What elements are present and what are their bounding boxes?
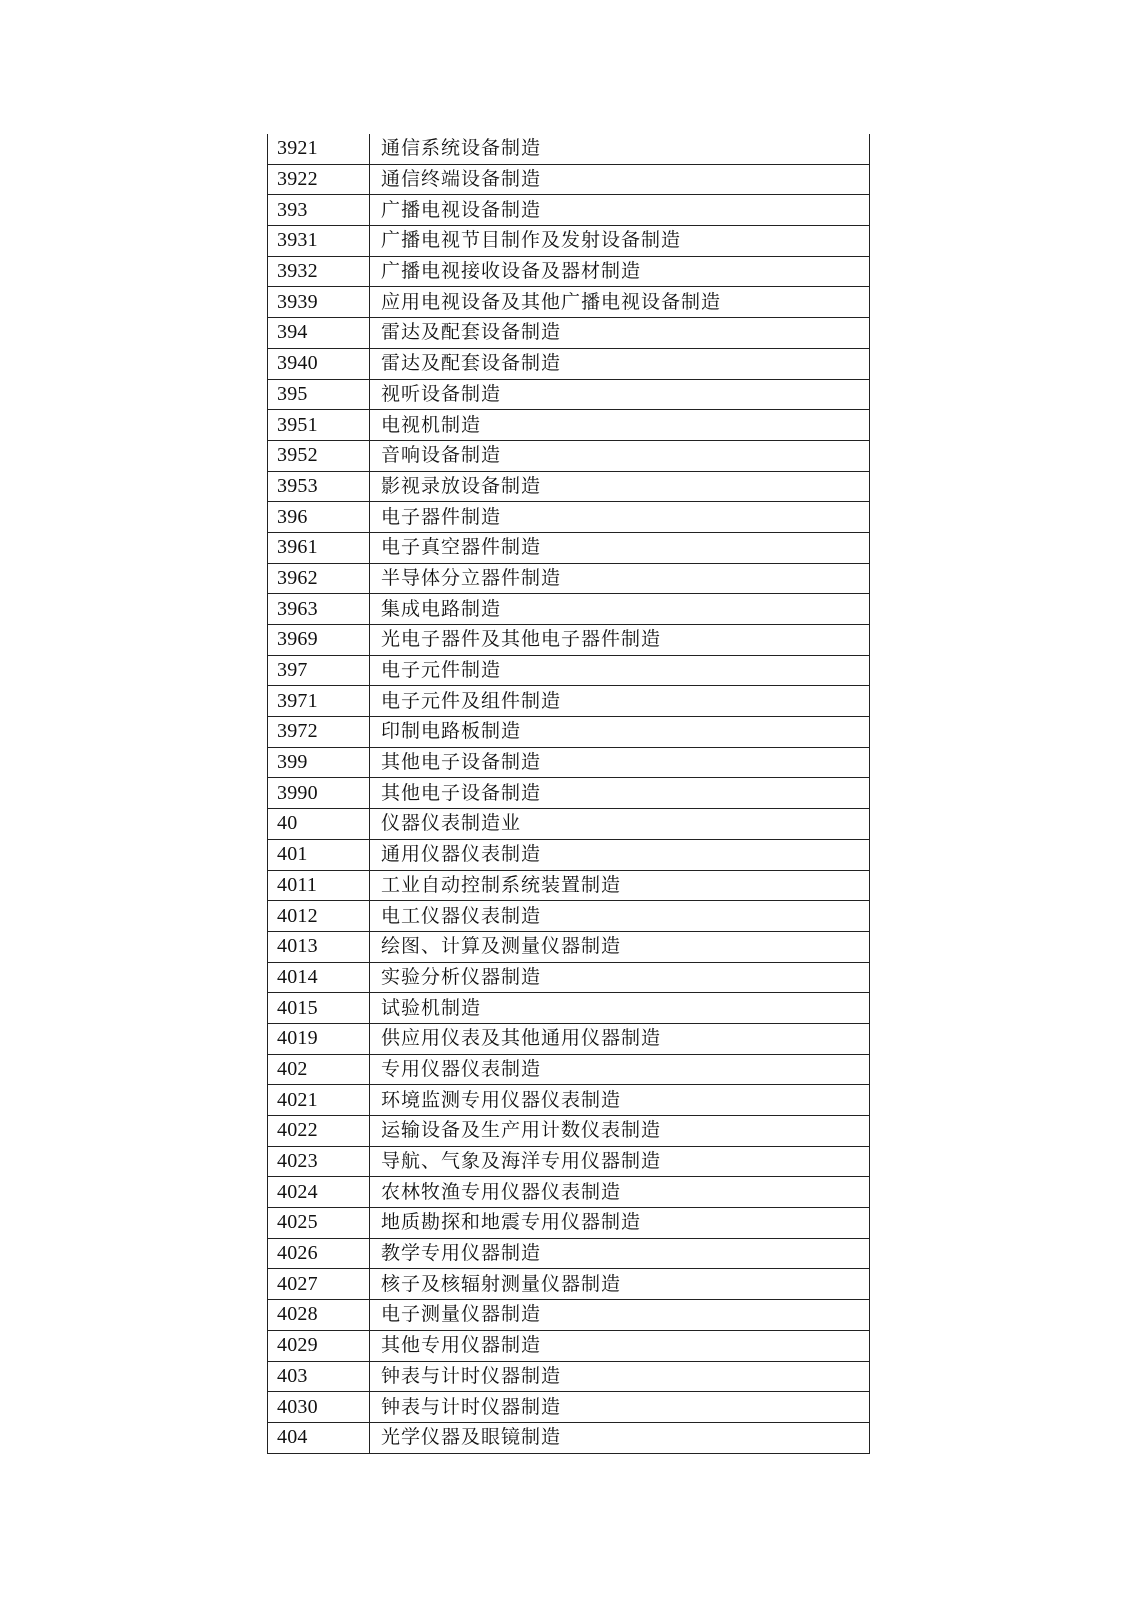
table-row — [268, 1300, 870, 1331]
name-cell: 电子器件制造 — [370, 502, 870, 533]
table-row — [268, 563, 870, 594]
table-row — [268, 1054, 870, 1085]
code-cell: 3971 — [268, 686, 370, 717]
name-cell: 通信终端设备制造 — [370, 164, 870, 195]
table-row — [268, 287, 870, 318]
code-cell: 40 — [268, 809, 370, 840]
table-row — [268, 594, 870, 625]
code-cell: 4030 — [268, 1392, 370, 1423]
name-cell: 通用仪器仪表制造 — [370, 839, 870, 870]
code-cell: 4014 — [268, 962, 370, 993]
table-row — [268, 1116, 870, 1147]
table-row — [268, 1392, 870, 1423]
name-cell: 地质勘探和地震专用仪器制造 — [370, 1208, 870, 1239]
code-cell: 3963 — [268, 594, 370, 625]
code-cell: 3940 — [268, 348, 370, 379]
name-cell: 导航、气象及海洋专用仪器制造 — [370, 1146, 870, 1177]
name-cell: 电视机制造 — [370, 410, 870, 441]
table-row — [268, 226, 870, 257]
code-cell: 3921 — [268, 134, 370, 164]
name-cell: 电子真空器件制造 — [370, 532, 870, 563]
code-cell: 3961 — [268, 532, 370, 563]
table-row — [268, 532, 870, 563]
table-row — [268, 1085, 870, 1116]
code-cell: 4023 — [268, 1146, 370, 1177]
name-cell: 钟表与计时仪器制造 — [370, 1392, 870, 1423]
name-cell: 电子元件及组件制造 — [370, 686, 870, 717]
code-cell: 3939 — [268, 287, 370, 318]
name-cell: 电子元件制造 — [370, 655, 870, 686]
code-cell: 4025 — [268, 1208, 370, 1239]
code-cell: 3953 — [268, 471, 370, 502]
table-row — [268, 747, 870, 778]
name-cell: 教学专用仪器制造 — [370, 1238, 870, 1269]
code-cell: 4013 — [268, 931, 370, 962]
name-cell: 印制电路板制造 — [370, 717, 870, 748]
table-row — [268, 1023, 870, 1054]
table-row — [268, 256, 870, 287]
code-cell: 404 — [268, 1422, 370, 1453]
name-cell: 其他专用仪器制造 — [370, 1330, 870, 1361]
code-cell: 3951 — [268, 410, 370, 441]
name-cell: 视听设备制造 — [370, 379, 870, 410]
name-cell: 雷达及配套设备制造 — [370, 348, 870, 379]
table-row — [268, 655, 870, 686]
table-row — [268, 410, 870, 441]
code-cell: 3922 — [268, 164, 370, 195]
code-cell: 3990 — [268, 778, 370, 809]
table-row — [268, 134, 870, 164]
code-cell: 3952 — [268, 440, 370, 471]
table-body — [268, 134, 870, 1453]
name-cell: 其他电子设备制造 — [370, 747, 870, 778]
code-cell: 3969 — [268, 625, 370, 656]
name-cell: 农林牧渔专用仪器仪表制造 — [370, 1177, 870, 1208]
code-cell: 3932 — [268, 256, 370, 287]
name-cell: 应用电视设备及其他广播电视设备制造 — [370, 287, 870, 318]
table-row — [268, 1269, 870, 1300]
name-cell: 环境监测专用仪器仪表制造 — [370, 1085, 870, 1116]
industry-code-table — [267, 134, 870, 1454]
code-cell: 4011 — [268, 870, 370, 901]
table-row — [268, 870, 870, 901]
code-cell: 4024 — [268, 1177, 370, 1208]
name-cell: 工业自动控制系统装置制造 — [370, 870, 870, 901]
table-row — [268, 1177, 870, 1208]
table-row — [268, 318, 870, 349]
name-cell: 音响设备制造 — [370, 440, 870, 471]
name-cell: 广播电视设备制造 — [370, 195, 870, 226]
code-cell: 393 — [268, 195, 370, 226]
table-row — [268, 1330, 870, 1361]
table-row — [268, 471, 870, 502]
table-row — [268, 1422, 870, 1453]
code-cell: 4028 — [268, 1300, 370, 1331]
table-row — [268, 931, 870, 962]
name-cell: 仪器仪表制造业 — [370, 809, 870, 840]
code-cell: 402 — [268, 1054, 370, 1085]
code-cell: 4029 — [268, 1330, 370, 1361]
name-cell: 广播电视节目制作及发射设备制造 — [370, 226, 870, 257]
table-row — [268, 625, 870, 656]
code-cell: 3962 — [268, 563, 370, 594]
name-cell: 钟表与计时仪器制造 — [370, 1361, 870, 1392]
code-cell: 4015 — [268, 993, 370, 1024]
table-row — [268, 717, 870, 748]
table-row — [268, 195, 870, 226]
table-row — [268, 1238, 870, 1269]
name-cell: 实验分析仪器制造 — [370, 962, 870, 993]
name-cell: 集成电路制造 — [370, 594, 870, 625]
name-cell: 电工仪器仪表制造 — [370, 901, 870, 932]
name-cell: 光电子器件及其他电子器件制造 — [370, 625, 870, 656]
table-row — [268, 164, 870, 195]
name-cell: 光学仪器及眼镜制造 — [370, 1422, 870, 1453]
code-cell: 396 — [268, 502, 370, 533]
table-row — [268, 1361, 870, 1392]
name-cell: 雷达及配套设备制造 — [370, 318, 870, 349]
name-cell: 通信系统设备制造 — [370, 134, 870, 164]
table-row — [268, 1146, 870, 1177]
name-cell: 广播电视接收设备及器材制造 — [370, 256, 870, 287]
code-cell: 4022 — [268, 1116, 370, 1147]
code-cell: 4012 — [268, 901, 370, 932]
table-row — [268, 993, 870, 1024]
code-cell: 401 — [268, 839, 370, 870]
table-row — [268, 686, 870, 717]
table-row — [268, 962, 870, 993]
table-row — [268, 809, 870, 840]
name-cell: 绘图、计算及测量仪器制造 — [370, 931, 870, 962]
name-cell: 供应用仪表及其他通用仪器制造 — [370, 1023, 870, 1054]
name-cell: 其他电子设备制造 — [370, 778, 870, 809]
table-row — [268, 1208, 870, 1239]
table-row — [268, 379, 870, 410]
name-cell: 影视录放设备制造 — [370, 471, 870, 502]
table-row — [268, 348, 870, 379]
table-row — [268, 778, 870, 809]
name-cell: 电子测量仪器制造 — [370, 1300, 870, 1331]
code-cell: 3931 — [268, 226, 370, 257]
code-cell: 4021 — [268, 1085, 370, 1116]
name-cell: 运输设备及生产用计数仪表制造 — [370, 1116, 870, 1147]
name-cell: 半导体分立器件制造 — [370, 563, 870, 594]
code-cell: 3972 — [268, 717, 370, 748]
code-cell: 403 — [268, 1361, 370, 1392]
code-cell: 399 — [268, 747, 370, 778]
table-row — [268, 502, 870, 533]
code-cell: 395 — [268, 379, 370, 410]
code-cell: 4019 — [268, 1023, 370, 1054]
table-row — [268, 839, 870, 870]
code-cell: 4026 — [268, 1238, 370, 1269]
name-cell: 试验机制造 — [370, 993, 870, 1024]
code-cell: 394 — [268, 318, 370, 349]
table-row — [268, 440, 870, 471]
code-cell: 397 — [268, 655, 370, 686]
code-cell: 4027 — [268, 1269, 370, 1300]
table-row — [268, 901, 870, 932]
name-cell: 专用仪器仪表制造 — [370, 1054, 870, 1085]
name-cell: 核子及核辐射测量仪器制造 — [370, 1269, 870, 1300]
